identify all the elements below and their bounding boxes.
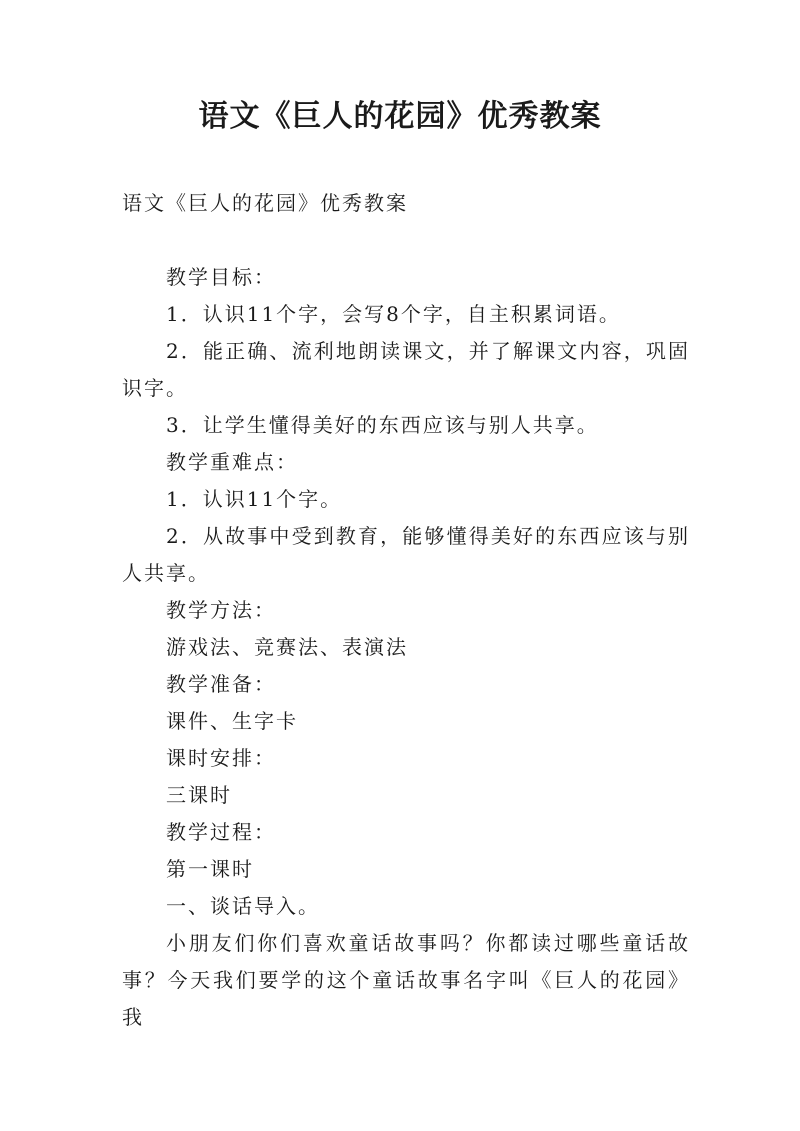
paragraph-objective-2: 2．能正确、流利地朗读课文，并了解课文内容，巩固识字。 (122, 339, 690, 400)
paragraph-section-intro: 一、谈话导入。 (166, 894, 320, 918)
paragraph-objective-1: 1．认识11个字，会写8个字，自主积累词语。 (166, 302, 621, 326)
paragraph-schedule: 三课时 (166, 783, 232, 807)
paragraph-preparation-heading: 教学准备： (166, 672, 276, 696)
document-subtitle: 语文《巨人的花园》优秀教案 (122, 191, 408, 215)
paragraph-key-points-heading: 教学重难点： (166, 450, 298, 474)
paragraph-objective-3: 3．让学生懂得美好的东西应该与别人共享。 (166, 413, 599, 437)
paragraph-methods-heading: 教学方法： (166, 598, 276, 622)
paragraph-process-heading: 教学过程： (166, 820, 276, 844)
paragraph-key-point-2: 2．从故事中受到教育，能够懂得美好的东西应该与别人共享。 (122, 524, 690, 585)
paragraph-intro-text: 小朋友们你们喜欢童话故事吗？你都读过哪些童话故事？今天我们要学的这个童话故事名字叫《巨人的花园》我 (122, 931, 690, 1029)
paragraph-preparation: 课件、生字卡 (166, 709, 298, 733)
paragraph-methods: 游戏法、竞赛法、表演法 (166, 635, 408, 659)
paragraph-lesson-one: 第一课时 (166, 857, 254, 881)
document-title: 语文《巨人的花园》优秀教案 (198, 99, 602, 134)
paragraph-objectives-heading: 教学目标： (166, 265, 276, 289)
document-body (122, 259, 690, 1036)
paragraph-key-point-1: 1．认识11个字。 (166, 487, 343, 511)
paragraph-schedule-heading: 课时安排： (166, 746, 276, 770)
